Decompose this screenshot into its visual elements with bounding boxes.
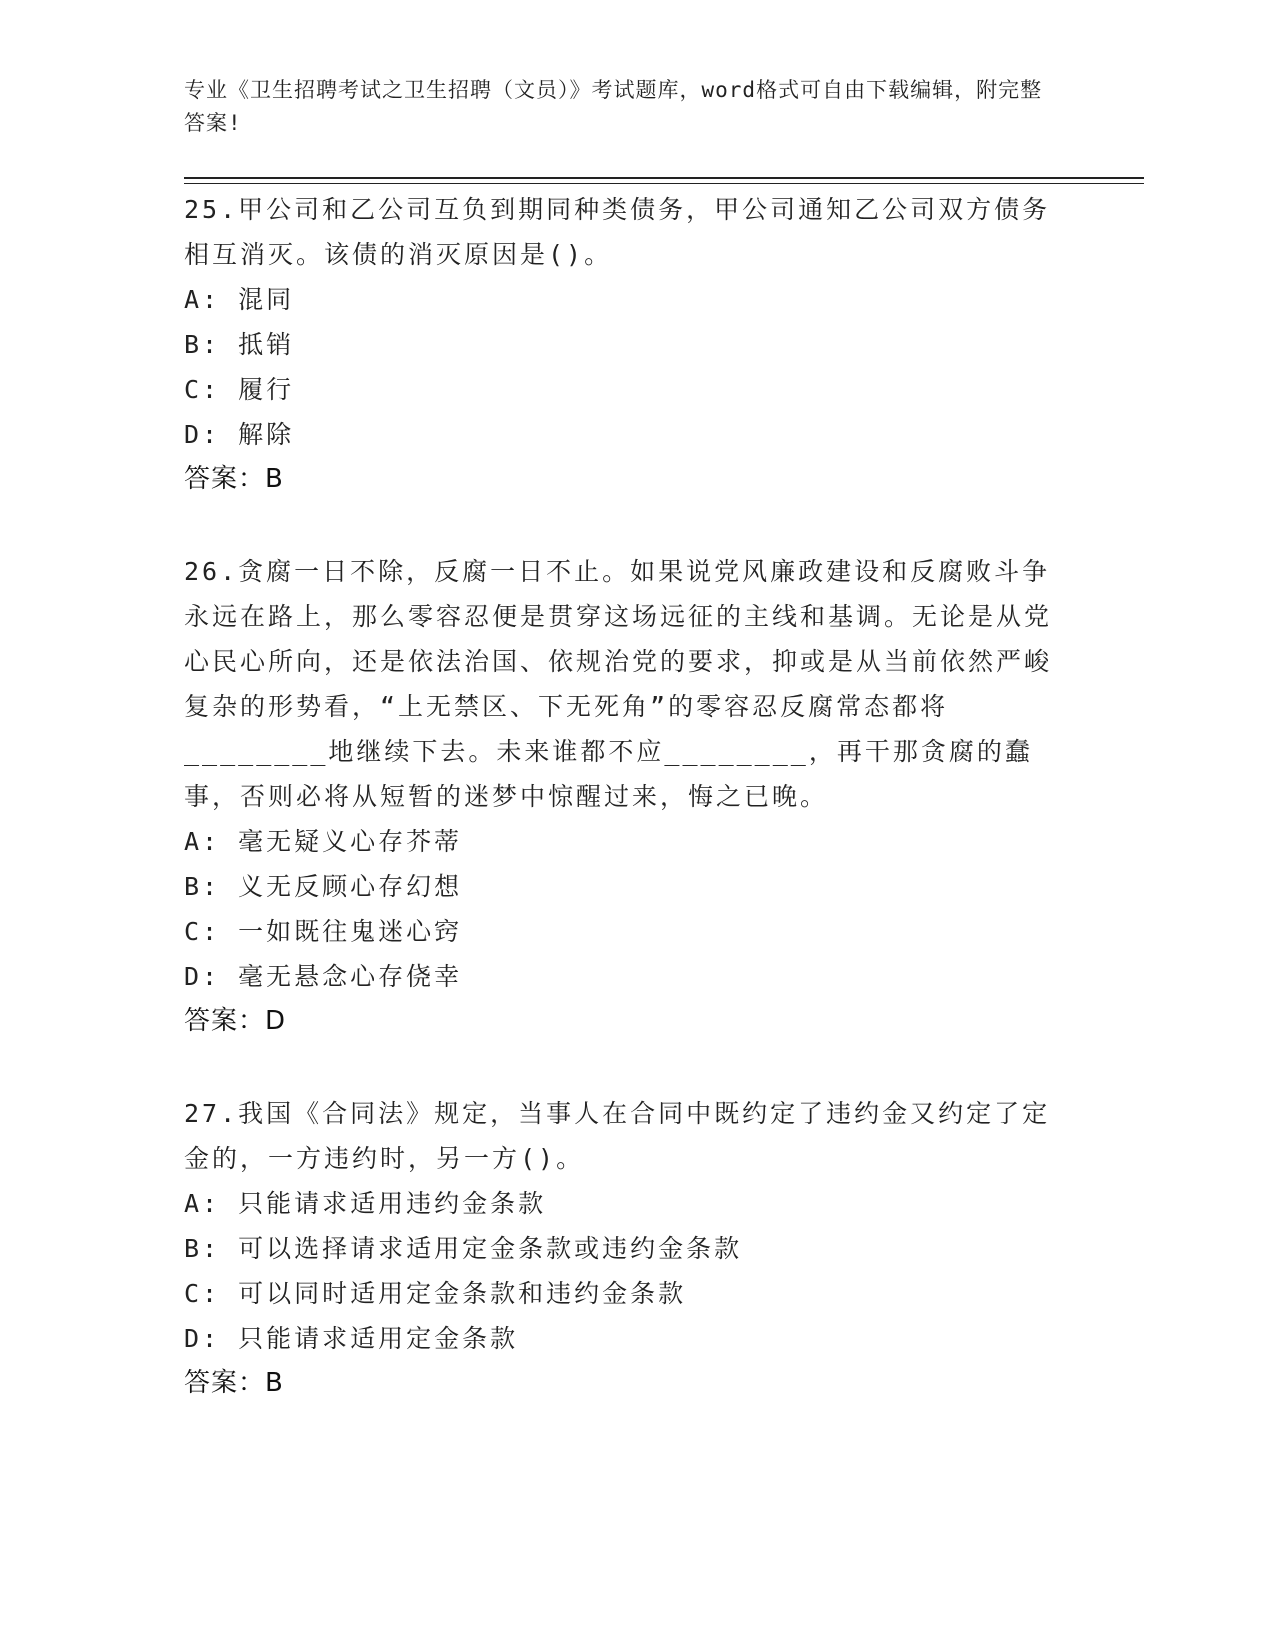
option-c: C: 履行 bbox=[184, 375, 295, 404]
question-27 bbox=[184, 1091, 1064, 1406]
question-stem: 27.我国《合同法》规定，当事人在合同中既约定了违约金又约定了定金的，一方违约时，另一方()。 bbox=[184, 1099, 1051, 1173]
option-a: A: 只能请求适用违约金条款 bbox=[184, 1189, 547, 1218]
option-c: C: 可以同时适用定金条款和违约金条款 bbox=[184, 1279, 687, 1308]
option-a: A: 毫无疑义心存芥蒂 bbox=[184, 827, 463, 856]
answer-label: 答案：D bbox=[184, 1006, 287, 1036]
option-b: B: 义无反顾心存幻想 bbox=[184, 872, 463, 901]
answer-label: 答案：B bbox=[184, 1368, 284, 1398]
document-header: 专业《卫生招聘考试之卫生招聘（文员）》考试题库，word格式可自由下载编辑，附完整答案! bbox=[184, 78, 1043, 135]
option-a: A: 混同 bbox=[184, 285, 295, 314]
option-b: B: 抵销 bbox=[184, 330, 295, 359]
header-divider-thick bbox=[184, 177, 1144, 179]
answer-label: 答案：B bbox=[184, 464, 284, 494]
option-c: C: 一如既往鬼迷心窍 bbox=[184, 917, 463, 946]
option-d: D: 只能请求适用定金条款 bbox=[184, 1324, 519, 1353]
header-divider-thin bbox=[184, 183, 1144, 184]
question-25 bbox=[184, 187, 1064, 502]
option-b: B: 可以选择请求适用定金条款或违约金条款 bbox=[184, 1234, 743, 1263]
option-d: D: 毫无悬念心存侥幸 bbox=[184, 962, 463, 991]
question-26 bbox=[184, 549, 1064, 1044]
question-stem: 25.甲公司和乙公司互负到期同种类债务，甲公司通知乙公司双方债务相互消灭。该债的消灭原因是()。 bbox=[184, 195, 1051, 269]
option-d: D: 解除 bbox=[184, 420, 295, 449]
question-list bbox=[184, 187, 1064, 1453]
question-stem: 26.贪腐一日不除，反腐一日不止。如果说党风廉政建设和反腐败斗争永远在路上，那么零容忍便是贯穿这场远征的主线和基调。无论是从党心民心所向，还是依法治国、依规治党的要求，抑或是从当前依然严峻复杂的形势看，“上无禁区、下无死角”的零容忍反腐常态都将________地继续下去。未来谁都不应________，再干那贪腐的蠢事，否则必将从短暂的迷梦中惊醒过来，悔之已晚。 bbox=[184, 557, 1053, 811]
